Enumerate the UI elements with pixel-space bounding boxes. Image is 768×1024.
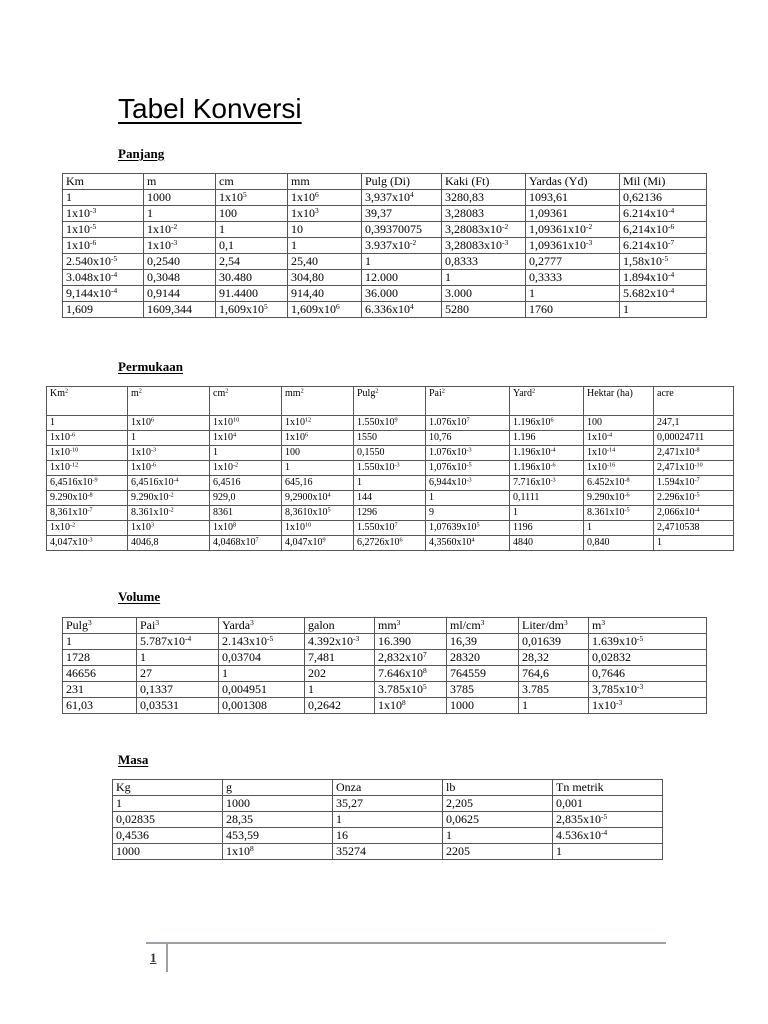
table-row: [63, 682, 707, 698]
table-cell: $6,214x10^{-6}$: [620, 222, 707, 238]
table-cell: 0,1550: [354, 446, 426, 461]
table-cell: 1: [210, 446, 282, 461]
table-cell: $1x10^5$: [216, 190, 288, 206]
table-cell: 1: [620, 302, 707, 318]
table-cell: 3280,83: [442, 190, 526, 206]
table-cell: 1: [426, 491, 510, 506]
table-cell: $1x10^{-2}$: [144, 222, 216, 238]
table-cell: $1x10^8$: [223, 844, 333, 860]
table-cell: $1x10^{12}$: [282, 416, 354, 431]
table-cell: 0,9144: [144, 286, 216, 302]
table-row: [47, 446, 734, 461]
column-header: g: [223, 780, 333, 796]
table-cell: 10: [288, 222, 362, 238]
table-cell: 3,28083: [442, 206, 526, 222]
table-cell: 91.4400: [216, 286, 288, 302]
table-cell: 1296: [354, 506, 426, 521]
table-cell: 46656: [63, 666, 137, 682]
table-cell: 3.785: [519, 682, 589, 698]
table-permukaan: [46, 386, 734, 551]
table-cell: $1,09361x10^{-3}$: [526, 238, 620, 254]
table-cell: 0,001308: [219, 698, 305, 714]
table-cell: 10,76: [426, 431, 510, 446]
table-cell: $1x10^{-10}$: [47, 446, 128, 461]
column-header: Kg: [113, 780, 223, 796]
table-cell: 202: [305, 666, 375, 682]
table-cell: 8361: [210, 506, 282, 521]
table-cell: $1.894x10^{-4}$: [620, 270, 707, 286]
table-cell: $4,047x10^{-3}$: [47, 536, 128, 551]
table-cell: 1728: [63, 650, 137, 666]
table-cell: 1000: [144, 190, 216, 206]
table-cell: $1x10^{-6}$: [47, 431, 128, 446]
table-cell: $1x10^{10}$: [282, 521, 354, 536]
table-cell: $1x10^{-2}$: [210, 461, 282, 476]
table-header-row: [63, 174, 707, 190]
table-cell: $1x10^{-12}$: [47, 461, 128, 476]
table-row: [63, 302, 707, 318]
table-cell: $1x10^{-14}$: [584, 446, 654, 461]
table-cell: $6.336x10^4$: [362, 302, 442, 318]
table-cell: 0,1: [216, 238, 288, 254]
table-cell: 1: [519, 698, 589, 714]
table-cell: $1x10^{10}$: [210, 416, 282, 431]
table-cell: 1: [443, 828, 553, 844]
table-header-row: [63, 618, 707, 634]
table-cell: $9,2900x10^4$: [282, 491, 354, 506]
table-cell: $1.196x10^6$: [510, 416, 584, 431]
table-cell: 0,001: [553, 796, 663, 812]
table-cell: 1: [526, 286, 620, 302]
table-row: [47, 431, 734, 446]
table-cell: $1x10^{-4}$: [584, 431, 654, 446]
table-cell: $2.296x10^{-5}$: [654, 491, 734, 506]
table-row: [63, 698, 707, 714]
table-cell: 0,03531: [137, 698, 219, 714]
column-header: $m^2$: [128, 387, 210, 416]
table-cell: 0,7646: [589, 666, 707, 682]
section-title-panjang: Panjang: [118, 146, 165, 161]
table-cell: 1000: [447, 698, 519, 714]
table-row: [113, 828, 663, 844]
table-cell: $4,047x10^9$: [282, 536, 354, 551]
table-cell: 304,80: [288, 270, 362, 286]
table-cell: $4,3560x10^4$: [426, 536, 510, 551]
table-cell: 1: [144, 206, 216, 222]
table-cell: 0,01639: [519, 634, 589, 650]
table-cell: 247,1: [654, 416, 734, 431]
table-cell: $2,471x10^{-10}$: [654, 461, 734, 476]
table-cell: $7.716x10^{-3}$: [510, 476, 584, 491]
table-cell: 1609,344: [144, 302, 216, 318]
table-row: [63, 650, 707, 666]
table-row: [47, 416, 734, 431]
table-cell: 30.480: [216, 270, 288, 286]
footer-vertical-rule: [166, 944, 168, 972]
table-cell: $8,3610x10^5$: [282, 506, 354, 521]
table-cell: $1x10^{-6}$: [63, 238, 144, 254]
table-cell: $1x10^6$: [288, 190, 362, 206]
table-cell: 1: [305, 682, 375, 698]
table-cell: 144: [354, 491, 426, 506]
column-header: Liter/$dm^3$: [519, 618, 589, 634]
table-cell: $9.290x10^{-8}$: [47, 491, 128, 506]
table-cell: 0,1111: [510, 491, 584, 506]
table-cell: $9.290x10^{-6}$: [584, 491, 654, 506]
table-cell: $2,832x10^7$: [375, 650, 447, 666]
table-row: [113, 844, 663, 860]
table-cell: 1,09361: [526, 206, 620, 222]
table-cell: 1: [333, 812, 443, 828]
table-cell: $1x10^{-3}$: [144, 238, 216, 254]
table-cell: 0,840: [584, 536, 654, 551]
table-row: [47, 506, 734, 521]
column-header: Mil (Mi): [620, 174, 707, 190]
table-cell: 1: [63, 190, 144, 206]
table-cell: 1,609: [63, 302, 144, 318]
table-row: [63, 270, 707, 286]
table-row: [63, 222, 707, 238]
footer-divider: [146, 942, 666, 944]
table-row: [63, 254, 707, 270]
table-cell: 28,35: [223, 812, 333, 828]
table-cell: $1x10^{-2}$: [47, 521, 128, 536]
table-cell: 1196: [510, 521, 584, 536]
table-cell: $6,4516x10^{-9}$: [47, 476, 128, 491]
table-cell: $2,066x10^{-4}$: [654, 506, 734, 521]
table-cell: $2.143x10^{-5}$: [219, 634, 305, 650]
column-header: Hektar (ha): [584, 387, 654, 416]
table-cell: $4.392x10^{-3}$: [305, 634, 375, 650]
column-header: Yard$^2$: [510, 387, 584, 416]
table-cell: 0,1337: [137, 682, 219, 698]
column-header: $cm^2$: [210, 387, 282, 416]
table-cell: 0,004951: [219, 682, 305, 698]
table-cell: 453,59: [223, 828, 333, 844]
table-row: [47, 536, 734, 551]
table-cell: $1,609x10^6$: [288, 302, 362, 318]
column-header: Yardas (Yd): [526, 174, 620, 190]
table-cell: 3785: [447, 682, 519, 698]
section-title-masa: Masa: [118, 752, 149, 767]
table-cell: $2.540x10^{-5}$: [63, 254, 144, 270]
column-header: cm: [216, 174, 288, 190]
table-cell: $6,944x10^{-3}$: [426, 476, 510, 491]
table-cell: $6.214x10^{-4}$: [620, 206, 707, 222]
table-row: [113, 796, 663, 812]
table-row: [47, 491, 734, 506]
table-cell: 5280: [442, 302, 526, 318]
table-cell: 12.000: [362, 270, 442, 286]
table-cell: $3,28083x10^{-2}$: [442, 222, 526, 238]
table-cell: $1x10^8$: [375, 698, 447, 714]
table-cell: $6,2726x10^6$: [354, 536, 426, 551]
table-cell: $9.290x10^{-2}$: [128, 491, 210, 506]
table-cell: 39,37: [362, 206, 442, 222]
table-cell: $1.550x10^9$: [354, 416, 426, 431]
table-cell: $1x10^3$: [288, 206, 362, 222]
table-cell: $3.048x10^{-4}$: [63, 270, 144, 286]
table-cell: $2,471x10^{-8}$: [654, 446, 734, 461]
column-header: Pulg (Di): [362, 174, 442, 190]
table-cell: $6.452x10^{-8}$: [584, 476, 654, 491]
table-cell: 764559: [447, 666, 519, 682]
table-cell: 0,8333: [442, 254, 526, 270]
table-cell: 61,03: [63, 698, 137, 714]
table-cell: $1x10^{-6}$: [128, 461, 210, 476]
column-header: $ml/cm^3$: [447, 618, 519, 634]
table-cell: $5.787x10^{-4}$: [137, 634, 219, 650]
table-cell: $5.682x10^{-4}$: [620, 286, 707, 302]
table-cell: 1000: [223, 796, 333, 812]
table-row: [47, 461, 734, 476]
table-cell: 0,2777: [526, 254, 620, 270]
column-header: mm: [288, 174, 362, 190]
table-cell: $1x10^6$: [128, 416, 210, 431]
table-cell: 1760: [526, 302, 620, 318]
column-header: Tn metrik: [553, 780, 663, 796]
table-cell: 0,3333: [526, 270, 620, 286]
table-cell: 645,16: [282, 476, 354, 491]
column-header: Pulg$^3$: [63, 618, 137, 634]
column-header: Kaki (Ft): [442, 174, 526, 190]
column-header: m: [144, 174, 216, 190]
column-header: Pai$^2$: [426, 387, 510, 416]
table-row: [63, 286, 707, 302]
table-header-row: [47, 387, 734, 416]
table-cell: 100: [584, 416, 654, 431]
column-header: lb: [443, 780, 553, 796]
table-cell: 1: [128, 431, 210, 446]
table-row: [63, 634, 707, 650]
table-cell: 1: [442, 270, 526, 286]
table-row: [47, 521, 734, 536]
table-cell: 36.000: [362, 286, 442, 302]
table-cell: 1: [282, 461, 354, 476]
table-cell: $1,07639x10^5$: [426, 521, 510, 536]
table-cell: $1x10^{-3}$: [128, 446, 210, 461]
table-cell: 1: [654, 536, 734, 551]
table-cell: $3,937x10^4$: [362, 190, 442, 206]
table-cell: 6,4516: [210, 476, 282, 491]
table-cell: $7.646x10^8$: [375, 666, 447, 682]
table-cell: $1.076x10^7$: [426, 416, 510, 431]
column-header: Pulg$^2$: [354, 387, 426, 416]
table-cell: $1,076x10^{-5}$: [426, 461, 510, 476]
table-cell: 25,40: [288, 254, 362, 270]
table-cell: 0,39370075: [362, 222, 442, 238]
table-cell: 1.196: [510, 431, 584, 446]
table-cell: 231: [63, 682, 137, 698]
table-cell: $1.594x10^{-7}$: [654, 476, 734, 491]
table-cell: $4.536x10^{-4}$: [553, 828, 663, 844]
table-cell: $6,4516x10^{-4}$: [128, 476, 210, 491]
table-cell: 1: [553, 844, 663, 860]
table-cell: 0,62136: [620, 190, 707, 206]
table-cell: 1: [113, 796, 223, 812]
table-cell: 0,00024711: [654, 431, 734, 446]
table-cell: 0,02835: [113, 812, 223, 828]
table-cell: 1: [510, 506, 584, 521]
table-cell: $3.785x10^5$: [375, 682, 447, 698]
table-cell: $8.361x10^{-5}$: [584, 506, 654, 521]
table-cell: $3,785x10^{-3}$: [589, 682, 707, 698]
table-cell: 914,40: [288, 286, 362, 302]
table-volume: [62, 617, 707, 714]
table-cell: $1x10^{-3}$: [63, 206, 144, 222]
table-cell: 1: [216, 222, 288, 238]
column-header: galon: [305, 618, 375, 634]
table-cell: 764,6: [519, 666, 589, 682]
table-cell: $1.196x10^{-4}$: [510, 446, 584, 461]
column-header: Km: [63, 174, 144, 190]
table-cell: 2,4710538: [654, 521, 734, 536]
column-header: Onza: [333, 780, 443, 796]
table-cell: $1.550x10^7$: [354, 521, 426, 536]
table-cell: $1.550x10^{-3}$: [354, 461, 426, 476]
table-header-row: [113, 780, 663, 796]
table-cell: $1,09361x10^{-2}$: [526, 222, 620, 238]
table-cell: $1x10^{-5}$: [63, 222, 144, 238]
table-cell: 0,03704: [219, 650, 305, 666]
table-cell: 2205: [443, 844, 553, 860]
table-cell: 100: [216, 206, 288, 222]
table-cell: $3,28083x10^{-3}$: [442, 238, 526, 254]
table-row: [63, 190, 707, 206]
section-title-volume: Volume: [118, 589, 161, 604]
page-title: Tabel Konversi: [118, 93, 302, 124]
table-cell: 100: [282, 446, 354, 461]
table-cell: 1000: [113, 844, 223, 860]
table-cell: 0,02832: [589, 650, 707, 666]
table-cell: 4046,8: [128, 536, 210, 551]
page-number: 1: [150, 950, 157, 965]
table-cell: 1: [354, 476, 426, 491]
table-cell: 1: [47, 416, 128, 431]
table-cell: $4,0468x10^7$: [210, 536, 282, 551]
table-cell: 1: [137, 650, 219, 666]
table-cell: $1,58x10^{-5}$: [620, 254, 707, 270]
table-cell: 3.000: [442, 286, 526, 302]
table-cell: 1: [584, 521, 654, 536]
table-cell: 0,4536: [113, 828, 223, 844]
table-cell: $1x10^{-3}$: [589, 698, 707, 714]
table-row: [47, 476, 734, 491]
table-cell: 1: [63, 634, 137, 650]
table-cell: 28,32: [519, 650, 589, 666]
table-cell: 1: [219, 666, 305, 682]
table-cell: $3.937x10^{-2}$: [362, 238, 442, 254]
table-cell: 16,39: [447, 634, 519, 650]
table-row: [113, 812, 663, 828]
table-cell: $1x10^{-16}$: [584, 461, 654, 476]
table-cell: 2,54: [216, 254, 288, 270]
table-panjang: [62, 173, 707, 318]
table-cell: $1,609x10^5$: [216, 302, 288, 318]
table-cell: $1x10^6$: [282, 431, 354, 446]
table-cell: $1x10^4$: [210, 431, 282, 446]
table-row: [63, 206, 707, 222]
table-cell: 16.390: [375, 634, 447, 650]
table-cell: $9,144x10^{-4}$: [63, 286, 144, 302]
column-header: $mm^2$: [282, 387, 354, 416]
table-cell: 9: [426, 506, 510, 521]
table-cell: 35274: [333, 844, 443, 860]
table-cell: 0,2540: [144, 254, 216, 270]
table-cell: 35,27: [333, 796, 443, 812]
table-cell: 4840: [510, 536, 584, 551]
table-cell: 27: [137, 666, 219, 682]
table-cell: $1x10^8$: [210, 521, 282, 536]
column-header: acre: [654, 387, 734, 416]
column-header: $mm^3$: [375, 618, 447, 634]
column-header: Km$^2$: [47, 387, 128, 416]
table-cell: 2,205: [443, 796, 553, 812]
table-cell: $8.361x10^{-2}$: [128, 506, 210, 521]
table-cell: $1.639x10^{-5}$: [589, 634, 707, 650]
table-masa: [112, 779, 663, 860]
table-cell: 1: [362, 254, 442, 270]
table-cell: 1093,61: [526, 190, 620, 206]
table-cell: $2,835x10^{-5}$: [553, 812, 663, 828]
table-cell: 0,0625: [443, 812, 553, 828]
column-header: $m^3$: [589, 618, 707, 634]
section-title-permukaan: Permukaan: [118, 359, 183, 374]
table-cell: 929,0: [210, 491, 282, 506]
table-cell: 1: [288, 238, 362, 254]
table-cell: 0,2642: [305, 698, 375, 714]
column-header: Yarda$^3$: [219, 618, 305, 634]
table-cell: 1550: [354, 431, 426, 446]
column-header: Pai$^3$: [137, 618, 219, 634]
table-row: [63, 666, 707, 682]
table-cell: $8,361x10^{-7}$: [47, 506, 128, 521]
table-cell: 0,3048: [144, 270, 216, 286]
table-cell: 16: [333, 828, 443, 844]
table-row: [63, 238, 707, 254]
table-cell: 28320: [447, 650, 519, 666]
table-cell: $6.214x10^{-7}$: [620, 238, 707, 254]
table-cell: 7,481: [305, 650, 375, 666]
table-cell: $1x10^3$: [128, 521, 210, 536]
table-cell: $1.076x10^{-3}$: [426, 446, 510, 461]
table-cell: $1.196x10^{-6}$: [510, 461, 584, 476]
